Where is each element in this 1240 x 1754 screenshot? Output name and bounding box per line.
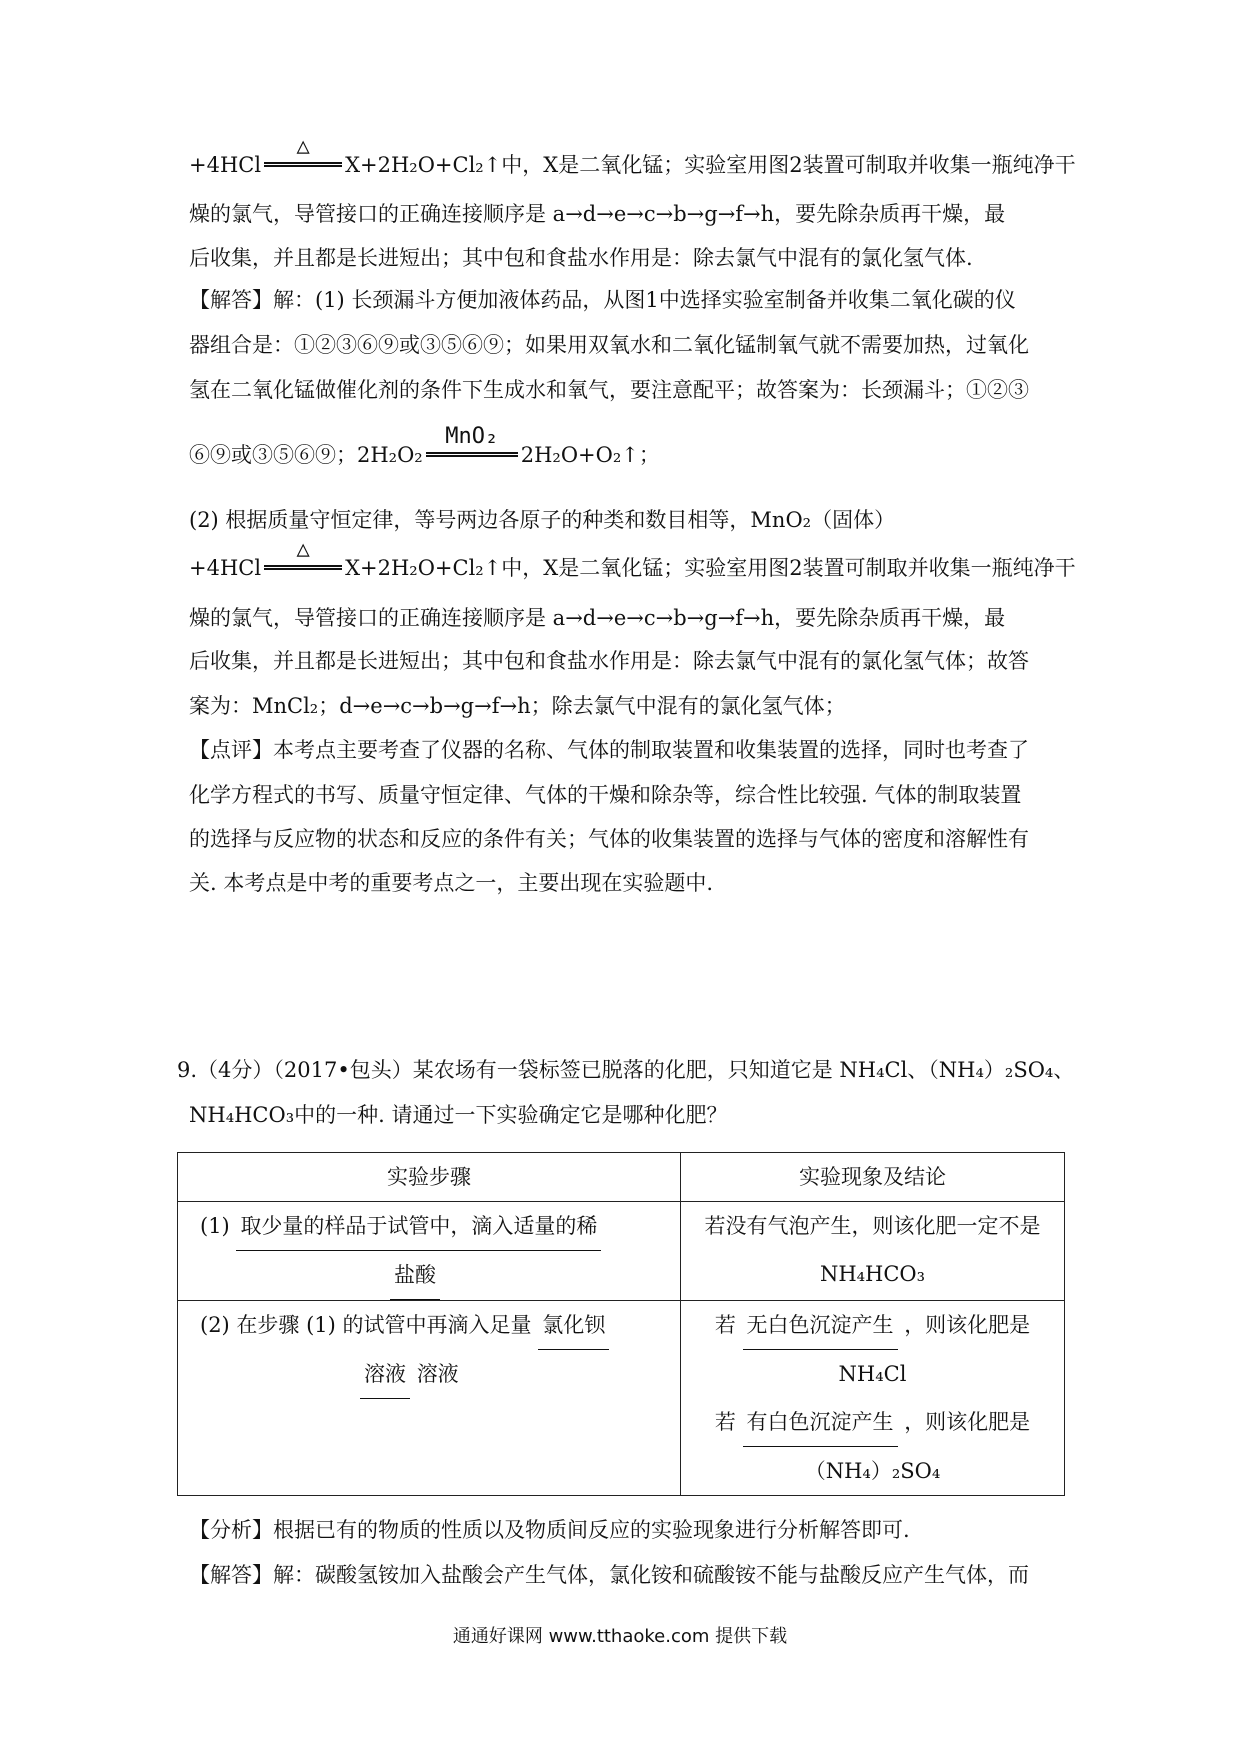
text-line: 后收集，并且都是长进短出；其中包和食盐水作用是：除去氯气中混有的氯化氢气体；故答 [189,649,1029,673]
page-footer: 通通好课网 www.tthaoke.com 提供下载 [452,1626,788,1647]
text-line: 案为：MnCl₂；d→e→c→b→g→f→h；除去氯气中混有的氯化氢气体； [189,694,846,718]
table-header: 实验步骤 [178,1153,681,1202]
table-row [178,1202,1065,1301]
reaction-arrow-heat: △ [262,553,344,583]
answer-blank: 盐酸 [390,1251,440,1300]
result-cell: 若 无白色沉淀产生 ，则该化肥是 NH₄Cl 若 有白色沉淀产生 ，则该化肥是 （NH₄）₂SO₄ [681,1301,1065,1496]
text-line: 关. 本考点是中考的重要考点之一，主要出现在实验题中. [189,871,714,895]
text-line: (2) 根据质量守恒定律，等号两边各原子的种类和数目相等，MnO₂（固体） [189,508,896,532]
answer-blank: 无白色沉淀产生 [743,1301,898,1350]
text-line: 燥的氯气，导管接口的正确连接顺序是 a→d→e→c→b→g→f→h，要先除杂质再干燥，最 [189,606,1006,630]
answer-blank: 取少量的样品于试管中，滴入适量的稀 [236,1202,601,1251]
text-line: 化学方程式的书写、质量守恒定律、气体的干燥和除杂等，综合性比较强. 气体的制取装置 [189,783,1022,807]
text-line: ⑥⑨或③⑤⑥⑨；2H₂O₂ MnO₂ 2H₂O+O₂↑； [189,440,1069,470]
text-line: 燥的氯气，导管接口的正确连接顺序是 a→d→e→c→b→g→f→h，要先除杂质再干燥，最 [189,202,1006,226]
text-line: 【解答】解：(1) 长颈漏斗方便加液体药品，从图1中选择实验室制备并收集二氧化碳的仪 [189,288,1016,312]
text-line: 【点评】本考点主要考查了仪器的名称、气体的制取装置和收集装置的选择，同时也考查了 [189,738,1029,762]
experiment-table [177,1152,1065,1496]
result-cell: 若没有气泡产生，则该化肥一定不是 NH₄HCO₃ [681,1202,1065,1301]
answer-blank: 溶液 [360,1350,410,1399]
step-cell: (2) 在步骤 (1) 的试管中再滴入足量 氯化钡 溶液 溶液 [178,1301,681,1496]
step-cell: (1) 取少量的样品于试管中，滴入适量的稀 盐酸 [178,1202,681,1301]
reaction-arrow-catalyst: MnO₂ [424,440,520,470]
text-line: 的选择与反应物的状态和反应的条件有关；气体的收集装置的选择与气体的密度和溶解性有 [189,827,1029,851]
answer-blank: 氯化钡 [538,1301,609,1350]
question-9: 9.（4分）（2017•包头）某农场有一袋标签已脱落的化肥，只知道它是 NH₄Cl、（NH₄）₂SO₄、 [177,1058,1075,1082]
answer-line: 【解答】解：碳酸氢铵加入盐酸会产生气体，氯化铵和硫酸铵不能与盐酸反应产生气体，而 [189,1563,1029,1587]
analysis-line: 【分析】根据已有的物质的性质以及物质间反应的实验现象进行分析解答即可. [189,1518,910,1542]
table-header: 实验现象及结论 [681,1153,1065,1202]
text-line: 氢在二氧化锰做催化剂的条件下生成水和氧气，要注意配平；故答案为：长颈漏斗；①②③ [189,378,1029,402]
text-line: +4HCl △ X+2H₂O+Cl₂↑中，X是二氧化锰；实验室用图2装置可制取并收集一瓶纯净干 [189,150,1069,180]
text-line: +4HCl △ X+2H₂O+Cl₂↑中，X是二氧化锰；实验室用图2装置可制取并收集一瓶纯净干 [189,553,1069,583]
table-header-row [178,1153,1065,1202]
text-line: 后收集，并且都是长进短出；其中包和食盐水作用是：除去氯气中混有的氯化氢气体. [189,246,973,270]
table-row [178,1301,1065,1496]
answer-blank: 有白色沉淀产生 [743,1398,898,1447]
text-line: 器组合是：①②③⑥⑨或③⑤⑥⑨；如果用双氧水和二氧化锰制氧气就不需要加热，过氧化 [189,333,1029,357]
reaction-arrow-heat: △ [262,150,344,180]
question-9-cont: NH₄HCO₃中的一种. 请通过一下实验确定它是哪种化肥？ [189,1103,728,1127]
